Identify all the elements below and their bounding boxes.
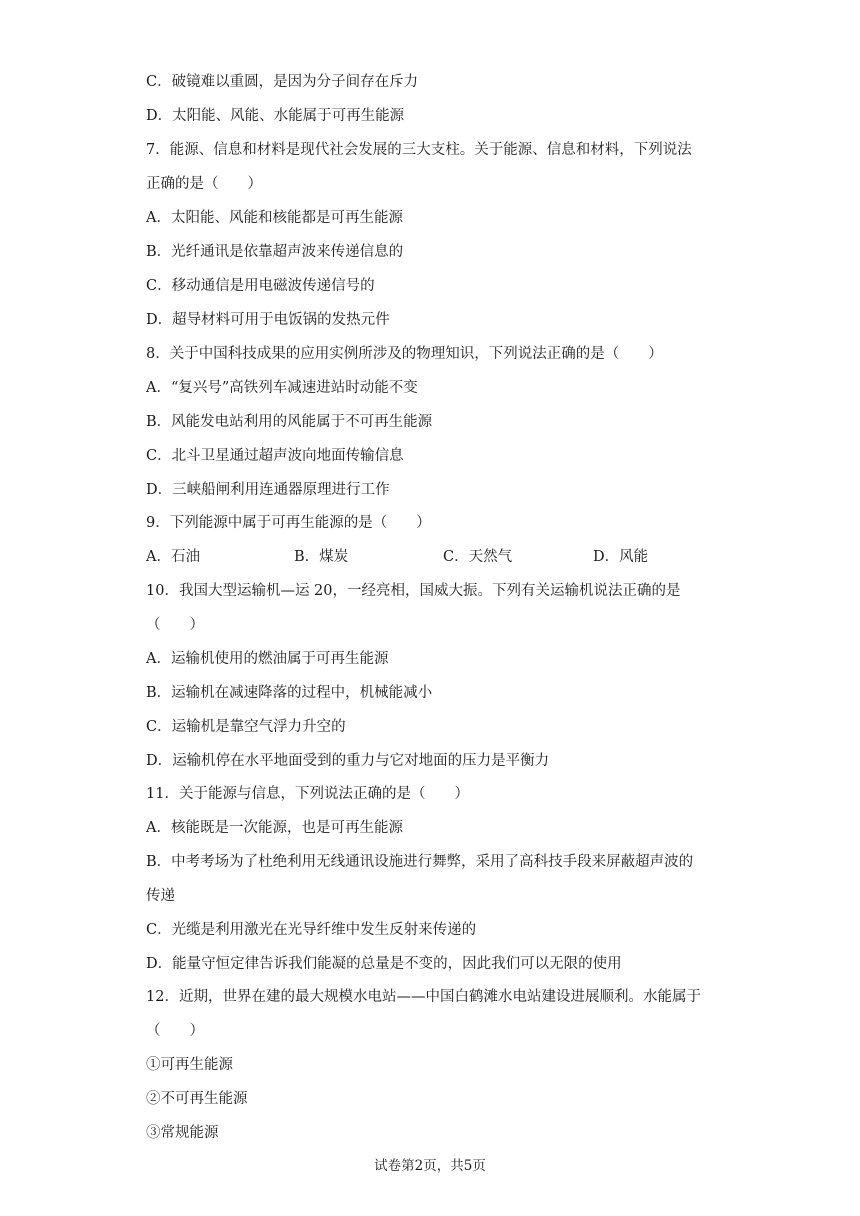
q10-option-c: C．运输机是靠空气浮力升空的 xyxy=(146,719,346,735)
q11-option-a: A．核能既是一次能源，也是可再生能源 xyxy=(146,820,403,836)
q8-option-a: A．“复兴号”高铁列车减速进站时动能不变 xyxy=(146,380,418,396)
q9-stem: 9．下列能源中属于可再生能源的是（ ） xyxy=(146,515,431,531)
q7-stem-line2: 正确的是（ ） xyxy=(146,176,262,192)
q6-option-c: C．破镜难以重圆，是因为分子间存在斥力 xyxy=(146,74,419,90)
q10-option-b: B．运输机在减速降落的过程中，机械能减小 xyxy=(146,685,433,701)
q12-item-2: ②不可再生能源 xyxy=(146,1091,248,1107)
q12-item-1: ①可再生能源 xyxy=(146,1057,233,1073)
q9-option-d: D．风能 xyxy=(593,549,649,565)
q10-stem-line1: 10．我国大型运输机—运 20，一经亮相，国威大振。下列有关运输机说法正确的是 xyxy=(146,583,681,599)
q11-option-b-line2: 传递 xyxy=(146,888,175,904)
q7-option-b: B．光纤通讯是依靠超声波来传递信息的 xyxy=(146,244,404,260)
q9-option-b: B．煤炭 xyxy=(294,549,349,565)
q8-option-d: D．三峡船闸利用连通器原理进行工作 xyxy=(146,482,390,498)
q7-option-a: A．太阳能、风能和核能都是可再生能源 xyxy=(146,210,403,226)
q12-stem-line1: 12．近期，世界在建的最大规模水电站——中国白鹤滩水电站建设进展顺利。水能属于 xyxy=(146,989,701,1005)
q10-option-a: A．运输机使用的燃油属于可再生能源 xyxy=(146,651,389,667)
q9-option-c: C．天然气 xyxy=(443,549,513,565)
q12-item-3: ③常规能源 xyxy=(146,1125,219,1141)
q7-option-d: D．超导材料可用于电饭锅的发热元件 xyxy=(146,312,390,328)
q11-option-c: C．光缆是利用激光在光导纤维中发生反射来传递的 xyxy=(146,922,477,938)
q11-option-d: D．能量守恒定律告诉我们能凝的总量是不变的，因此我们可以无限的使用 xyxy=(146,956,622,972)
q7-option-c: C．移动通信是用电磁波传递信号的 xyxy=(146,278,375,294)
q8-stem: 8．关于中国科技成果的应用实例所涉及的物理知识，下列说法正确的是（ ） xyxy=(146,346,663,362)
q9-option-a: A．石油 xyxy=(146,549,200,565)
q11-option-b-line1: B．中考考场为了杜绝利用无线通讯设施进行舞弊，采用了高科技手段来屏蔽超声波的 xyxy=(146,854,694,870)
q12-stem-line2: （ ） xyxy=(146,1023,204,1039)
q10-option-d: D．运输机停在水平地面受到的重力与它对地面的压力是平衡力 xyxy=(146,753,550,769)
q7-stem-line1: 7．能源、信息和材料是现代社会发展的三大支柱。关于能源、信息和材料，下列说法 xyxy=(146,142,692,158)
q8-option-b: B．风能发电站利用的风能属于不可再生能源 xyxy=(146,414,433,430)
q6-option-d: D．太阳能、风能、水能属于可再生能源 xyxy=(146,108,405,124)
q11-stem: 11．关于能源与信息，下列说法正确的是（ ） xyxy=(146,786,469,802)
page-footer: 试卷第2页，共5页 xyxy=(374,1158,486,1174)
q8-option-c: C．北斗卫星通过超声波向地面传输信息 xyxy=(146,448,404,464)
q9-options-row xyxy=(146,547,726,567)
q10-stem-line2: （ ） xyxy=(146,617,204,633)
